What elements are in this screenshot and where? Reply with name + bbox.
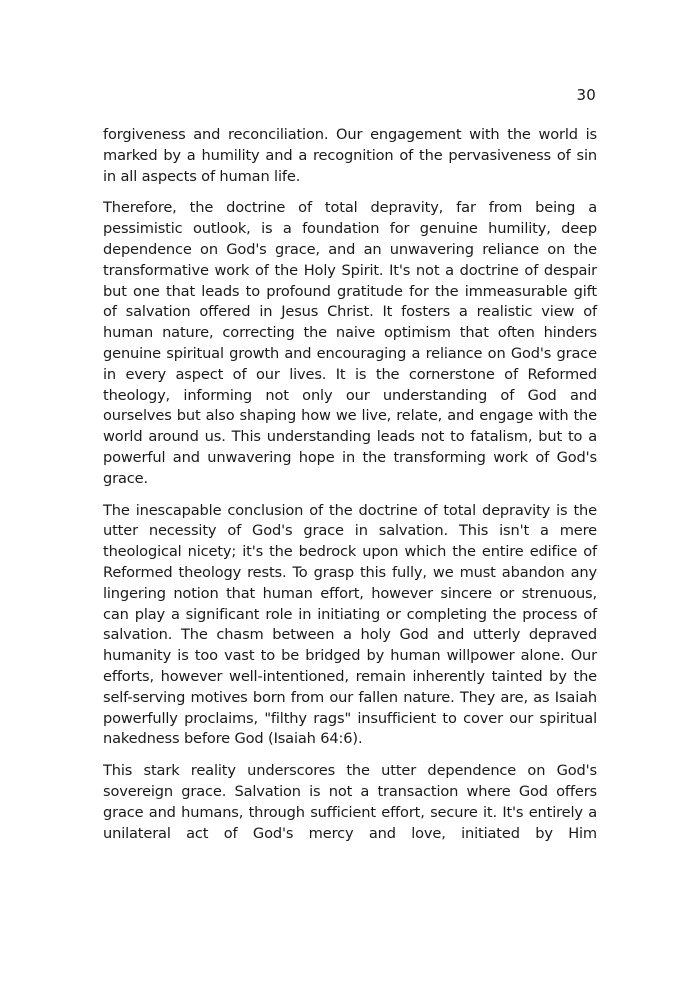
paragraph-total-depravity-foundation: Therefore, the doctrine of total depravity, far from being a pessimistic outlook, is a foundation for genuine humility, deep dependence on God's grace, and an unwavering reliance on the transformative work of the Holy Spirit. It's not a doctrine of despair but one that leads to profound gratitude for the immeasurable gift of salvation offered in Jesus Christ. It fosters a realistic view of human nature, correcting the naive optimism that often hinders genuine spiritual growth and encouraging a reliance on God's grace in every aspect of our lives. It is the cornerstone of Reformed theology, informing not only our understanding of God and ourselves but also shaping how we live, relate, and engage with the world around us. This understanding leads not to fatalism, but to a powerful and unwavering hope in the transforming work of God's grace. xyxy=(103,199,597,487)
paragraph-continued-from-previous-page: forgiveness and reconciliation. Our engagement with the world is marked by a humility and a recognition of the pervasiveness of sin in all aspects of human life. xyxy=(103,126,597,185)
body-text xyxy=(103,125,597,855)
paragraph-sovereign-grace-continues: This stark reality underscores the utter dependence on God's sovereign grace. Salvation is not a transaction where God offers grace and humans, through sufficient effort, secure it. It's entirely a unilateral act of God's mercy and love, initiated by Him xyxy=(103,762,597,842)
paragraph-necessity-of-grace: The inescapable conclusion of the doctrine of total depravity is the utter necessity of God's grace in salvation. This isn't a mere theological nicety; it's the bedrock upon which the entire edifice of Reformed theology rests. To grasp this fully, we must abandon any lingering notion that human effort, however sincere or strenuous, can play a significant role in initiating or completing the process of salvation. The chasm between a holy God and utterly depraved humanity is too vast to be bridged by human willpower alone. Our efforts, however well-intentioned, remain inherently tainted by the self-serving motives born from our fallen nature. They are, as Isaiah powerfully proclaims, "filthy rags" insufficient to cover our spiritual nakedness before God (Isaiah 64:6). xyxy=(103,501,597,748)
page-number: 30 xyxy=(576,86,596,104)
